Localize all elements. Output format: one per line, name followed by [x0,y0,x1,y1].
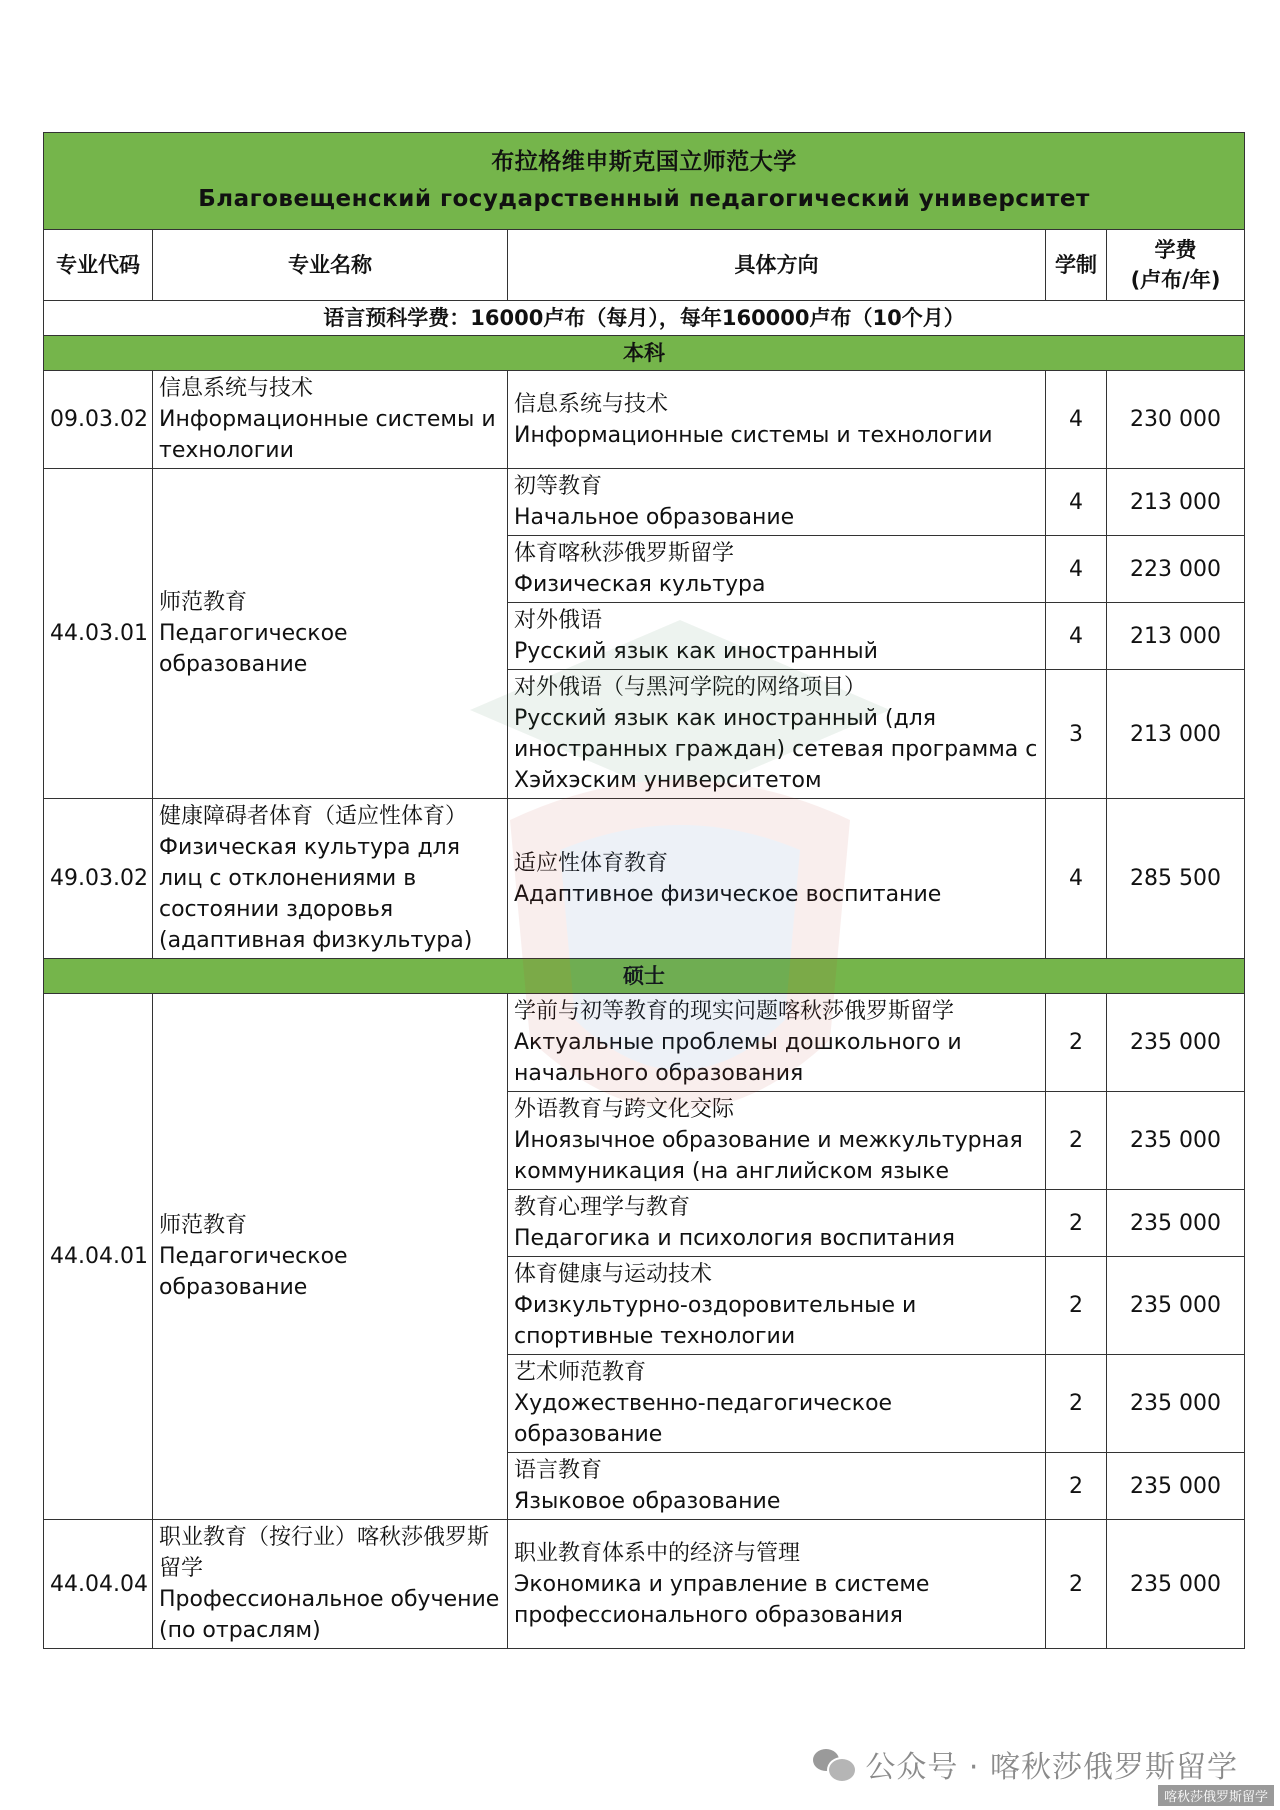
direction-zh: 对外俄语 [514,608,603,633]
tuition-fee: 213 000 [1107,603,1245,670]
header-row [44,230,1245,301]
header-name: 专业名称 [153,230,508,301]
program-name-zh: 师范教育 [159,1213,248,1238]
program-direction [508,1520,1046,1649]
program-name-zh: 健康障碍者体育（适应性体育） [159,804,468,829]
direction-ru: Информационные системы и технологии [514,422,993,448]
program-code: 09.03.02 [44,371,153,469]
program-name-ru: Информационные системы и технологии [159,407,496,463]
program-direction [508,603,1046,670]
program-name-ru: Физическая культура для лиц с отклонениями в состоянии здоровья (адаптивная физкультура) [159,835,473,953]
direction-ru: Физическая культура [514,572,766,597]
title-row [44,133,1245,230]
header-fee-line1: 学费 [1154,238,1197,262]
direction-zh: 学前与初等教育的现实问题喀秋莎俄罗斯留学 [514,999,955,1024]
program-direction [508,536,1046,603]
direction-ru: Языковое образование [514,1489,781,1514]
program-code: 49.03.02 [44,799,153,959]
header-fee [1107,230,1245,301]
program-direction [508,670,1046,799]
program-code: 44.04.01 [44,994,153,1520]
header-direction: 具体方向 [508,230,1046,301]
language-fee-row [44,301,1245,336]
footer-text: 公众号 · 喀秋莎俄罗斯留学 [865,1750,1238,1785]
program-direction [508,1355,1046,1453]
direction-zh: 初等教育 [514,474,603,499]
bachelor-level-label: 本科 [44,336,1245,371]
direction-zh: 外语教育与跨文化交际 [514,1097,735,1122]
tuition-fee: 235 000 [1107,1453,1245,1520]
header-years: 学制 [1046,230,1107,301]
direction-ru: Иноязычное образование и межкультурная коммуникация (на английском языке [514,1128,1023,1184]
header-fee-line2: (卢布/年) [1130,268,1221,292]
direction-ru: Русский язык как иностранный (для иностранных граждан) сетевая программа с Хэйхэским университетом [514,706,1038,793]
table-row [44,469,1245,536]
university-name-zh: 布拉格维申斯克国立师范大学 [491,149,797,175]
study-years: 2 [1046,1092,1107,1190]
header-code: 专业代码 [44,230,153,301]
master-level-row [44,959,1245,994]
table-row [44,799,1245,959]
program-name [153,469,508,799]
direction-ru: Экономика и управление в системе профессионального образования [514,1571,930,1628]
tuition-fee: 235 000 [1107,1355,1245,1453]
program-direction [508,799,1046,959]
direction-zh: 体育喀秋莎俄罗斯留学 [514,541,735,566]
program-code: 44.04.04 [44,1520,153,1649]
direction-ru: Художественно-педагогическое образование [514,1391,893,1447]
direction-ru: Педагогика и психология воспитания [514,1226,955,1251]
program-direction [508,371,1046,469]
direction-ru: Физкультурно-оздоровительные и спортивные технологии [514,1293,917,1349]
program-sheet [43,132,1244,1649]
direction-zh: 艺术师范教育 [514,1360,647,1385]
tuition-fee: 213 000 [1107,670,1245,799]
tuition-fee: 235 000 [1107,994,1245,1092]
study-years: 2 [1046,1355,1107,1453]
program-name [153,994,508,1520]
program-direction [508,1190,1046,1257]
program-direction [508,1453,1046,1520]
program-code: 44.03.01 [44,469,153,799]
table-row [44,371,1245,469]
program-name-ru: Профессиональное обучение (по отраслям) [159,1587,500,1643]
study-years: 3 [1046,670,1107,799]
tuition-fee: 235 000 [1107,1257,1245,1355]
program-table [43,132,1245,1649]
study-years: 4 [1046,603,1107,670]
program-direction [508,1092,1046,1190]
study-years: 2 [1046,1453,1107,1520]
study-years: 2 [1046,1190,1107,1257]
program-name [153,371,508,469]
study-years: 2 [1046,994,1107,1092]
university-title [44,133,1245,230]
tuition-fee: 213 000 [1107,469,1245,536]
direction-zh: 教育心理学与教育 [514,1195,691,1220]
direction-zh: 体育健康与运动技术 [514,1262,713,1287]
study-years: 4 [1046,536,1107,603]
program-name-ru: Педагогическое образование [159,621,348,677]
program-name-ru: Педагогическое образование [159,1244,348,1300]
tuition-fee: 230 000 [1107,371,1245,469]
study-years: 4 [1046,799,1107,959]
tuition-fee: 285 500 [1107,799,1245,959]
tuition-fee: 235 000 [1107,1520,1245,1649]
direction-ru: Актуальные проблемы дошкольного и начального образования [514,1030,962,1086]
language-fee: 语言预科学费：16000卢布（每月），每年160000卢布（10个月） [44,301,1245,336]
study-years: 2 [1046,1520,1107,1649]
program-name [153,799,508,959]
table-row [44,1520,1245,1649]
direction-zh: 职业教育体系中的经济与管理 [514,1540,801,1566]
program-direction [508,994,1046,1092]
program-direction [508,1257,1046,1355]
direction-ru: Начальное образование [514,505,795,530]
study-years: 2 [1046,1257,1107,1355]
study-years: 4 [1046,469,1107,536]
master-level-label: 硕士 [44,959,1245,994]
university-name-ru: Благовещенский государственный педагогический университет [198,186,1090,212]
program-name-zh: 师范教育 [159,590,248,615]
tuition-fee: 235 000 [1107,1190,1245,1257]
program-direction [508,469,1046,536]
tuition-fee: 223 000 [1107,536,1245,603]
footer-account [813,1742,1238,1786]
direction-zh: 对外俄语（与黑河学院的网络项目） [514,675,867,700]
corner-watermark: 喀秋莎俄罗斯留学 [1158,1785,1274,1806]
program-name [153,1520,508,1649]
tuition-fee: 235 000 [1107,1092,1245,1190]
wechat-icon [813,1747,855,1781]
direction-zh: 信息系统与技术 [514,391,669,417]
direction-zh: 语言教育 [514,1458,603,1483]
direction-zh: 适应性体育教育 [514,850,669,876]
study-years: 4 [1046,371,1107,469]
direction-ru: Русский язык как иностранный [514,639,878,664]
bachelor-level-row [44,336,1245,371]
program-name-zh: 职业教育（按行业）喀秋莎俄罗斯留学 [159,1525,490,1581]
direction-ru: Адаптивное физическое воспитание [514,881,942,907]
program-name-zh: 信息系统与技术 [159,376,314,401]
table-body [44,133,1245,1649]
table-row [44,994,1245,1092]
